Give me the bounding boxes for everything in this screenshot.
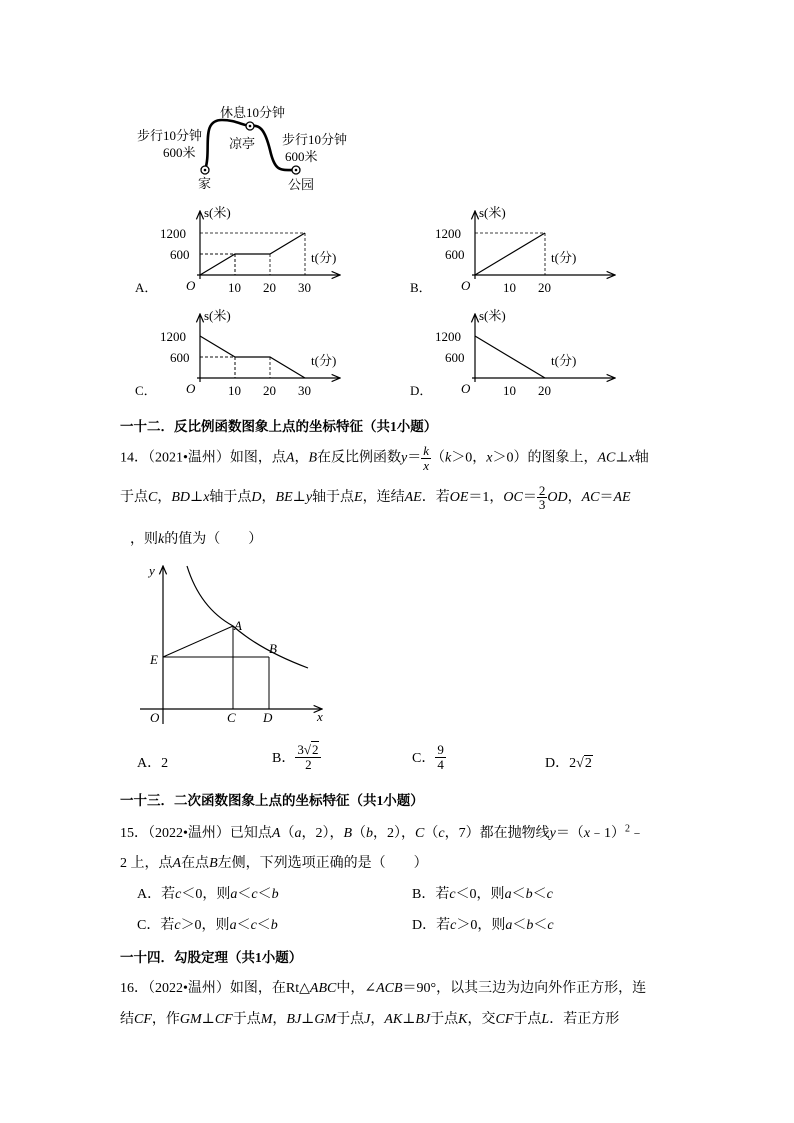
section-14-title: 一十四．勾股定理（共1小题） [120,950,303,965]
q14-fig-label-b: B [269,641,277,656]
q14-line-2: 于点C，BD⊥x轴于点D，BE⊥y轴于点E，连结AE．若OE＝1，OC＝ $\frac{2}{3}$ OD，AC＝AE [120,482,631,513]
graph-a-ytick-600: 600 [170,247,190,262]
q14-option-a: A．2 [137,756,169,771]
route-rest: 休息10分钟 [220,105,286,120]
q14-fig-label-d: D [263,710,273,725]
graph-c-origin: O [186,381,196,396]
graph-c-ytick-1200: 1200 [160,329,186,344]
park-marker [292,166,300,174]
graph-a-xtick-30: 30 [298,280,311,295]
q14-fig-label-c: C [227,710,236,725]
route-park: 公园 [288,177,315,192]
route-diagram [130,100,370,195]
q14-fig-label-x: x [317,709,323,724]
graph-d-xlabel: t(分) [551,353,577,368]
q15-option-a: A．若c＜0，则a＜c＜b [137,887,279,902]
section-12-title: 一十二．反比例函数图象上点的坐标特征（共1小题） [120,419,438,434]
graph-d-ylabel: s(米) [479,308,506,323]
q15-line-2: 2 上，点A在点B左侧，下列选项正确的是（ ） [120,856,428,871]
route-home: 家 [198,176,212,191]
pavilion-marker [246,122,254,130]
graph-b-xtick-20: 20 [538,280,551,295]
graph-option-d [405,308,585,403]
graph-a-xlabel: t(分) [311,250,337,265]
graph-b-ytick-600: 600 [445,247,465,262]
route-pavilion: 凉亭 [229,136,256,151]
q14-fig-label-e: E [150,652,158,667]
graph-c-ytick-600: 600 [170,350,190,365]
graph-b-ylabel: s(米) [479,205,506,220]
q15-line-1: 15．（2022•温州）已知点A（a，2），B（b，2），C（c，7）都在抛物线y＝（x﹣1）$^2$﹣ [120,823,645,841]
graph-d-series-line [475,336,545,378]
graph-d-ytick-1200: 1200 [435,329,461,344]
section-13-title: 一十三．二次函数图象上点的坐标特征（共1小题） [120,793,424,808]
graph-c-xtick-10: 10 [228,383,241,398]
q14-line-1: 14．（2021•温州）如图，点A，B在反比例函数y＝ $\frac{k}{x}$ （k＞0，x＞0）的图象上，AC⊥x轴 [120,443,649,473]
q14-fig-label-y: y [149,563,155,578]
graph-b-origin: O [461,278,471,293]
graph-a-xtick-10: 10 [228,280,241,295]
graph-a-option-label: A． [135,280,158,295]
q14-option-c: C． $\frac{9}{4}$ [412,742,444,772]
q14-fig-label-o: O [150,710,160,725]
q14-hyperbola [187,566,308,668]
q16-line-1: 16．（2022•温州）如图，在Rt△ABC中，∠ACB＝90°，以其三边为边向外作正方形，连 [120,981,647,996]
graph-a-ytick-1200: 1200 [160,226,186,241]
graph-option-c [130,308,337,403]
q15-option-d: D．若c＞0，则a＜b＜c [412,918,554,933]
q14-figure [130,558,345,728]
graph-d-xtick-10: 10 [503,383,516,398]
route-right-dist: 600米 [285,149,318,164]
route-left-dist: 600米 [163,145,196,160]
q15-option-c: C．若c＞0，则a＜c＜b [137,918,278,933]
graph-b-xlabel: t(分) [551,250,577,265]
graph-b-option-label: B． [410,280,432,295]
graph-b-ytick-1200: 1200 [435,226,461,241]
home-marker [201,166,209,174]
graph-c-ylabel: s(米) [204,308,231,323]
q15-option-b: B．若c＜0，则a＜b＜c [412,887,553,902]
graph-d-origin: O [461,381,471,396]
graph-a-xtick-20: 20 [263,280,276,295]
q14-option-d: D．2√2 [545,756,592,771]
graph-c-xlabel: t(分) [311,353,337,368]
q14-option-b: B． $\frac{3√2}{2}$ [272,743,321,771]
graph-option-b [405,205,585,300]
graph-d-option-label: D． [410,383,433,398]
graph-b-xtick-10: 10 [503,280,516,295]
route-left-walk: 步行10分钟 [137,128,203,143]
q14-line-3: ，则k的值为（ ） [130,532,263,547]
graph-c-xtick-20: 20 [263,383,276,398]
graph-c-option-label: C． [135,383,157,398]
graph-a-origin: O [186,278,196,293]
q16-line-2: 结CF，作GM⊥CF于点M，BJ⊥GM于点J，AK⊥BJ于点K，交CF于点L．若正方形 [120,1012,620,1027]
graph-d-ytick-600: 600 [445,350,465,365]
graph-c-xtick-30: 30 [298,383,311,398]
graph-a-ylabel: s(米) [204,205,231,220]
q14-segment-ea [163,626,233,657]
graph-option-a [130,205,337,300]
graph-d-xtick-20: 20 [538,383,551,398]
graph-b-series-line [475,233,545,275]
q14-fig-label-a: A [234,618,242,633]
route-right-walk: 步行10分钟 [282,132,348,147]
